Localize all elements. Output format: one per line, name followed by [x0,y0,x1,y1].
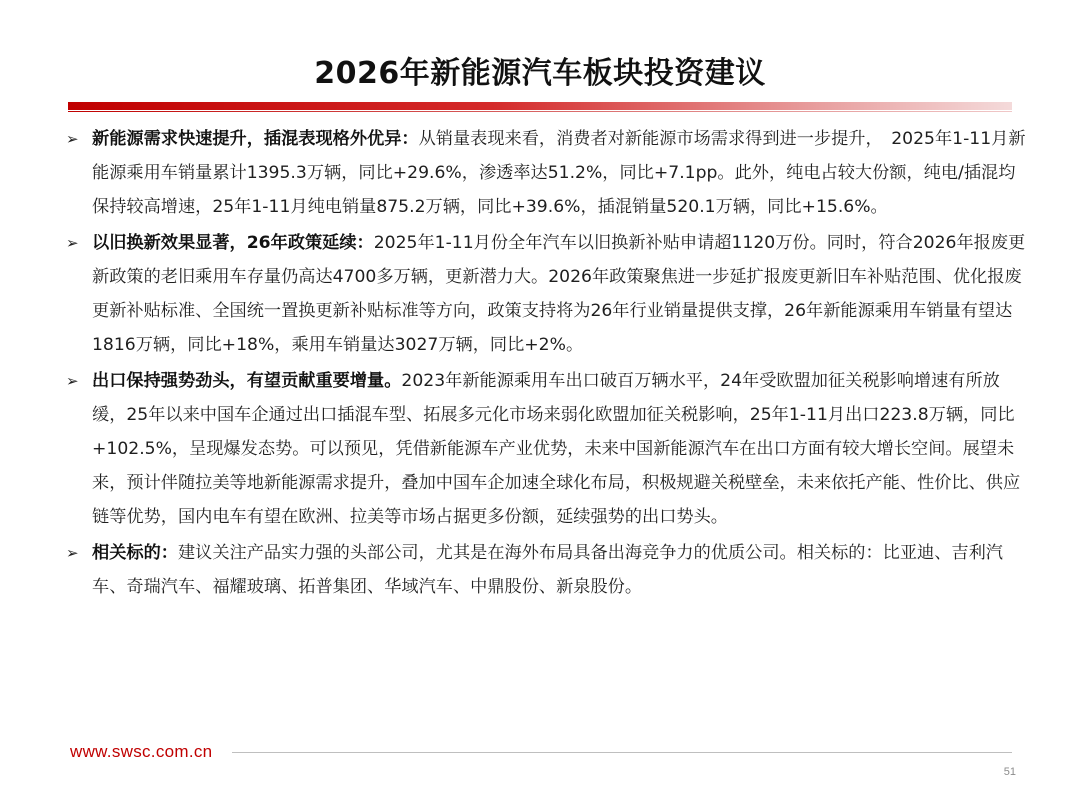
arrow-bullet-icon: ➢ [66,544,79,562]
bullet-body: 2023年新能源乘用车出口破百万辆水平，24年受欧盟加征关税影响增速有所放缓，25年以来中国车企通过出口插混车型、拓展多元化市场来弱化欧盟加征关税影响，25年1-11月出口223.8万辆，同比+102.5%，呈现爆发态势。可以预见，凭借新能源车产业优势，未来中国新能源汽车在出口方面有较大增长空间。展望未来，预计伴随拉美等地新能源需求提升，叠加中国车企加速全球化布局，积极规避关税壁垒，未来依托产能、性价比、供应链等优势，国内电车有望在欧洲、拉美等市场占据更多份额，延续强势的出口势头。 [92,371,1021,527]
arrow-bullet-icon: ➢ [66,372,79,390]
bullet-export [66,364,1026,534]
bullet-body: 从销量表现来看，消费者对新能源市场需求得到进一步提升， 2025年1-11月新能源乘用车销量累计1395.3万辆，同比+29.6%，渗透率达51.2%，同比+7.1pp。此外，纯电占较大份额，纯电/插混均保持较高增速，25年1-11月纯电销量875.2万辆，同比+39.6%，插混销量520.1万辆，同比+15.6%。 [92,129,1026,217]
bullet-heading: 相关标的： [92,543,178,563]
bullet-heading: 以旧换新效果显著，26年政策延续： [92,233,374,253]
bullet-demand [66,122,1026,224]
arrow-bullet-icon: ➢ [66,130,79,148]
title-divider [68,102,1012,110]
footer-website-link[interactable]: www.swsc.com.cn [70,742,213,761]
bullet-body: 2025年1-11月份全年汽车以旧换新补贴申请超1120万份。同时，符合2026年报废更新政策的老旧乘用车存量仍高达4700多万辆，更新潜力大。2026年政策聚焦进一步延扩报废更新旧车补贴范围、优化报废更新补贴标准、全国统一置换更新补贴标准等方向，政策支持将为26年行业销量提供支撑，26年新能源乘用车销量有望达1816万辆，同比+18%，乘用车销量达3027万辆，同比+2%。 [92,233,1026,355]
bullet-trade-in [66,226,1026,362]
bullet-heading: 出口保持强势劲头，有望贡献重要增量。 [92,371,402,391]
title-divider-thin [68,111,1012,112]
page-title: 2026年新能源汽车板块投资建议 [314,56,766,91]
page-number: 51 [1003,766,1016,778]
arrow-bullet-icon: ➢ [66,234,79,252]
bullet-heading: 新能源需求快速提升，插混表现格外优异： [92,129,419,149]
bullet-related-stocks [66,536,1026,604]
footer-divider [232,752,1012,753]
bullet-body: 建议关注产品实力强的头部公司，尤其是在海外布局具备出海竞争力的优质公司。相关标的：比亚迪、吉利汽车、奇瑞汽车、福耀玻璃、拓普集团、华域汽车、中鼎股份、新泉股份。 [92,543,1003,597]
bullet-list [66,122,1026,606]
